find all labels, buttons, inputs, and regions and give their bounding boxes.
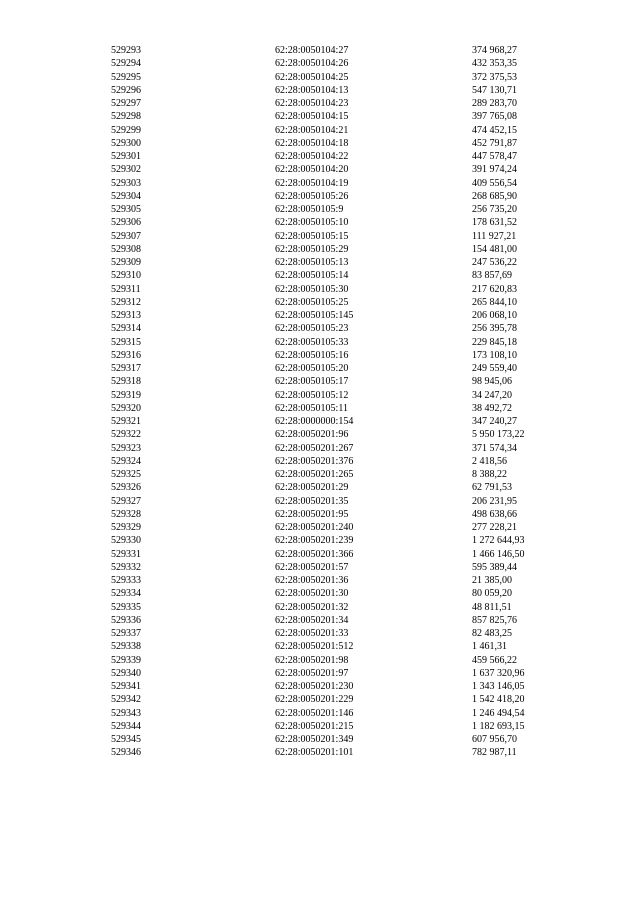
row-number-cell: 529344 (111, 720, 141, 732)
cadastral-value-cell: 607 956,70 (472, 734, 517, 745)
cadastral-number-cell: 62:28:0050105:16 (275, 349, 349, 361)
cadastral-value-cell: 154 481,00 (472, 243, 517, 255)
cadastral-value-cell: 347 240,27 (472, 416, 517, 427)
row-number-cell: 529311 (111, 283, 141, 295)
cadastral-value-cell: 80 059,20 (472, 588, 512, 600)
table-row (111, 389, 571, 402)
row-number-cell: 529326 (111, 482, 141, 494)
cadastral-value-cell: 247 536,22 (472, 257, 517, 268)
table-row (111, 97, 571, 110)
row-number-cell: 529322 (111, 429, 141, 441)
cadastral-number-cell: 62:28:0050201:229 (275, 694, 354, 706)
row-number-cell: 529306 (111, 217, 141, 229)
table-row (111, 640, 571, 653)
table-row (111, 508, 571, 521)
cadastral-number-cell: 62:28:0050201:57 (275, 561, 349, 573)
row-number-cell: 529324 (111, 455, 141, 467)
table-row (111, 269, 571, 282)
cadastral-value-cell: 268 685,90 (472, 190, 517, 202)
cadastral-value-cell: 249 559,40 (472, 363, 517, 374)
table-row (111, 548, 571, 561)
cadastral-value-cell: 206 231,95 (472, 495, 517, 507)
cadastral-value-cell: 289 283,70 (472, 98, 517, 109)
cadastral-value-cell: 1 637 320,96 (472, 667, 525, 679)
cadastral-number-cell: 62:28:0050105:12 (275, 389, 349, 401)
table-row (111, 627, 571, 640)
table-row (111, 243, 571, 256)
cadastral-number-cell: 62:28:0050201:230 (275, 681, 354, 692)
table-row (111, 693, 571, 706)
cadastral-value-cell: 256 735,20 (472, 204, 517, 215)
table-row (111, 587, 571, 600)
row-number-cell: 529327 (111, 495, 141, 507)
cadastral-value-cell: 1 246 494,54 (472, 707, 525, 719)
cadastral-number-cell: 62:28:0050105:25 (275, 296, 349, 308)
row-number-cell: 529325 (111, 469, 141, 480)
row-number-cell: 529343 (111, 707, 141, 719)
cadastral-number-cell: 62:28:0050201:366 (275, 548, 354, 560)
cadastral-number-cell: 62:28:0050104:21 (275, 124, 349, 136)
table-row (111, 71, 571, 84)
cadastral-number-cell: 62:28:0050104:23 (275, 98, 349, 109)
row-number-cell: 529317 (111, 363, 141, 374)
cadastral-value-cell: 595 389,44 (472, 561, 517, 573)
row-number-cell: 529299 (111, 124, 141, 136)
cadastral-number-cell: 62:28:0050201:512 (275, 641, 354, 653)
cadastral-number-cell: 62:28:0050105:9 (275, 204, 344, 215)
cadastral-number-cell: 62:28:0050201:101 (275, 747, 354, 759)
cadastral-number-cell: 62:28:0050201:35 (275, 495, 349, 507)
cadastral-value-cell: 547 130,71 (472, 84, 517, 96)
table-row (111, 534, 571, 547)
cadastral-value-cell: 256 395,78 (472, 323, 517, 335)
cadastral-value-cell: 372 375,53 (472, 71, 517, 83)
cadastral-value-cell: 432 353,35 (472, 58, 517, 70)
cadastral-number-cell: 62:28:0050201:98 (275, 654, 349, 666)
table-row (111, 720, 571, 733)
row-number-cell: 529301 (111, 151, 141, 162)
table-row (111, 442, 571, 455)
cadastral-value-cell: 62 791,53 (472, 482, 512, 494)
row-number-cell: 529319 (111, 389, 141, 401)
row-number-cell: 529307 (111, 230, 141, 242)
row-number-cell: 529333 (111, 575, 141, 586)
row-number-cell: 529320 (111, 402, 141, 414)
table-row (111, 495, 571, 508)
cadastral-value-cell: 374 968,27 (472, 45, 517, 56)
cadastral-number-cell: 62:28:0050104:19 (275, 177, 349, 189)
cadastral-value-cell: 397 765,08 (472, 111, 517, 123)
cadastral-number-cell: 62:28:0050105:33 (275, 336, 349, 348)
cadastral-value-cell: 452 791,87 (472, 137, 517, 149)
row-number-cell: 529313 (111, 310, 141, 321)
row-number-cell: 529339 (111, 654, 141, 666)
row-number-cell: 529297 (111, 98, 141, 109)
cadastral-value-cell: 34 247,20 (472, 389, 512, 401)
row-number-cell: 529305 (111, 204, 141, 215)
cadastral-value-cell: 409 556,54 (472, 177, 517, 189)
cadastral-value-cell: 1 542 418,20 (472, 694, 525, 706)
row-number-cell: 529304 (111, 190, 141, 202)
cadastral-value-cell: 217 620,83 (472, 283, 517, 295)
table-row (111, 428, 571, 441)
cadastral-number-cell: 62:28:0050105:10 (275, 217, 349, 229)
cadastral-number-cell: 62:28:0050201:267 (275, 442, 354, 454)
cadastral-number-cell: 62:28:0050104:13 (275, 84, 349, 96)
table-row (111, 177, 571, 190)
row-number-cell: 529346 (111, 747, 141, 759)
cadastral-number-cell: 62:28:0050105:145 (275, 310, 354, 321)
cadastral-number-cell: 62:28:0050201:215 (275, 720, 354, 732)
row-number-cell: 529340 (111, 667, 141, 679)
cadastral-value-cell: 474 452,15 (472, 124, 517, 136)
row-number-cell: 529323 (111, 442, 141, 454)
table-row (111, 230, 571, 243)
table-row (111, 481, 571, 494)
table-row (111, 746, 571, 759)
cadastral-value-cell: 265 844,10 (472, 296, 517, 308)
cadastral-number-cell: 62:28:0050104:25 (275, 71, 349, 83)
cadastral-value-cell: 38 492,72 (472, 402, 512, 414)
row-number-cell: 529293 (111, 45, 141, 56)
cadastral-value-cell: 48 811,51 (472, 601, 512, 613)
cadastral-number-cell: 62:28:0050105:23 (275, 323, 349, 335)
row-number-cell: 529342 (111, 694, 141, 706)
cadastral-number-cell: 62:28:0050201:376 (275, 455, 354, 467)
cadastral-value-cell: 2 418,56 (472, 455, 507, 467)
cadastral-number-cell: 62:28:0050201:30 (275, 588, 349, 600)
table-row (111, 322, 571, 335)
row-number-cell: 529336 (111, 614, 141, 626)
cadastral-value-cell: 277 228,21 (472, 522, 517, 533)
row-number-cell: 529331 (111, 548, 141, 560)
cadastral-number-cell: 62:28:0050201:96 (275, 429, 349, 441)
table-row (111, 110, 571, 123)
row-number-cell: 529302 (111, 164, 141, 176)
cadastral-value-cell: 1 461,31 (472, 641, 507, 653)
row-number-cell: 529296 (111, 84, 141, 96)
cadastral-number-cell: 62:28:0050201:146 (275, 707, 354, 719)
cadastral-number-cell: 62:28:0050105:13 (275, 257, 349, 268)
cadastral-number-cell: 62:28:0050201:265 (275, 469, 354, 480)
table-row (111, 296, 571, 309)
table-row (111, 203, 571, 216)
cadastral-number-cell: 62:28:0050104:26 (275, 58, 349, 70)
row-number-cell: 529316 (111, 349, 141, 361)
table-row (111, 574, 571, 587)
cadastral-number-cell: 62:28:0050105:11 (275, 402, 348, 414)
table-row (111, 362, 571, 375)
cadastral-value-cell: 21 385,00 (472, 575, 512, 586)
cadastral-number-cell: 62:28:0050105:29 (275, 243, 349, 255)
row-number-cell: 529328 (111, 508, 141, 520)
cadastral-number-cell: 62:28:0050104:18 (275, 137, 349, 149)
row-number-cell: 529321 (111, 416, 141, 427)
cadastral-number-cell: 62:28:0050104:22 (275, 151, 349, 162)
row-number-cell: 529338 (111, 641, 141, 653)
cadastral-number-cell: 62:28:0050201:349 (275, 734, 354, 745)
cadastral-value-cell: 82 483,25 (472, 628, 512, 639)
cadastral-number-cell: 62:28:0050105:20 (275, 363, 349, 374)
table-row (111, 601, 571, 614)
cadastral-value-cell: 206 068,10 (472, 310, 517, 321)
table-row (111, 349, 571, 362)
cadastral-number-cell: 62:28:0050105:17 (275, 376, 349, 388)
table-row (111, 150, 571, 163)
row-number-cell: 529295 (111, 71, 141, 83)
row-number-cell: 529341 (111, 681, 141, 692)
table-row (111, 654, 571, 667)
cadastral-value-cell: 1 272 644,93 (472, 535, 525, 547)
cadastral-number-cell: 62:28:0050105:15 (275, 230, 349, 242)
table-row (111, 402, 571, 415)
cadastral-value-cell: 459 566,22 (472, 654, 517, 666)
cadastral-value-cell: 391 974,24 (472, 164, 517, 176)
cadastral-number-cell: 62:28:0050105:26 (275, 190, 349, 202)
table-row (111, 124, 571, 137)
cadastral-number-cell: 62:28:0050104:15 (275, 111, 349, 123)
cadastral-number-cell: 62:28:0050201:34 (275, 614, 349, 626)
cadastral-number-cell: 62:28:0050201:97 (275, 667, 349, 679)
table-row (111, 256, 571, 269)
row-number-cell: 529303 (111, 177, 141, 189)
row-number-cell: 529318 (111, 376, 141, 388)
row-number-cell: 529335 (111, 601, 141, 613)
table-row (111, 455, 571, 468)
cadastral-number-cell: 62:28:0050201:29 (275, 482, 349, 494)
table-row (111, 667, 571, 680)
table-row (111, 163, 571, 176)
row-number-cell: 529332 (111, 561, 141, 573)
row-number-cell: 529309 (111, 257, 141, 268)
table-row (111, 415, 571, 428)
row-number-cell: 529300 (111, 137, 141, 149)
table-row (111, 44, 571, 57)
cadastral-number-cell: 62:28:0050104:20 (275, 164, 349, 176)
table-row (111, 190, 571, 203)
row-number-cell: 529310 (111, 270, 141, 282)
table-row (111, 309, 571, 322)
cadastral-value-cell: 178 631,52 (472, 217, 517, 229)
table-row (111, 680, 571, 693)
cadastral-value-cell: 1 466 146,50 (472, 548, 525, 560)
cadastral-number-cell: 62:28:0050104:27 (275, 45, 349, 56)
row-number-cell: 529334 (111, 588, 141, 600)
cadastral-value-cell: 173 108,10 (472, 349, 517, 361)
cadastral-value-cell: 782 987,11 (472, 747, 517, 759)
row-number-cell: 529294 (111, 58, 141, 70)
cadastral-number-cell: 62:28:0050105:30 (275, 283, 349, 295)
table-row (111, 57, 571, 70)
row-number-cell: 529312 (111, 296, 141, 308)
cadastral-value-cell: 447 578,47 (472, 151, 517, 162)
cadastral-value-cell: 371 574,34 (472, 442, 517, 454)
cadastral-value-table (111, 44, 571, 760)
table-row (111, 84, 571, 97)
row-number-cell: 529345 (111, 734, 141, 745)
table-row (111, 468, 571, 481)
table-row (111, 614, 571, 627)
cadastral-number-cell: 62:28:0050105:14 (275, 270, 349, 282)
cadastral-number-cell: 62:28:0050201:239 (275, 535, 354, 547)
cadastral-number-cell: 62:28:0050201:33 (275, 628, 349, 639)
row-number-cell: 529308 (111, 243, 141, 255)
cadastral-number-cell: 62:28:0000000:154 (275, 416, 354, 427)
cadastral-number-cell: 62:28:0050201:95 (275, 508, 349, 520)
table-row (111, 137, 571, 150)
cadastral-number-cell: 62:28:0050201:32 (275, 601, 349, 613)
cadastral-value-cell: 229 845,18 (472, 336, 517, 348)
cadastral-value-cell: 498 638,66 (472, 508, 517, 520)
cadastral-value-cell: 857 825,76 (472, 614, 517, 626)
row-number-cell: 529315 (111, 336, 141, 348)
table-row (111, 375, 571, 388)
table-row (111, 707, 571, 720)
table-row (111, 733, 571, 746)
row-number-cell: 529337 (111, 628, 141, 639)
table-row (111, 283, 571, 296)
table-row (111, 521, 571, 534)
table-row (111, 561, 571, 574)
row-number-cell: 529314 (111, 323, 141, 335)
cadastral-value-cell: 111 927,21 (472, 230, 517, 242)
row-number-cell: 529330 (111, 535, 141, 547)
row-number-cell: 529298 (111, 111, 141, 123)
cadastral-value-cell: 1 343 146,05 (472, 681, 525, 692)
cadastral-value-cell: 8 388,22 (472, 469, 507, 480)
cadastral-value-cell: 1 182 693,15 (472, 720, 525, 732)
table-row (111, 216, 571, 229)
table-row (111, 336, 571, 349)
cadastral-number-cell: 62:28:0050201:36 (275, 575, 349, 586)
cadastral-value-cell: 98 945,06 (472, 376, 512, 388)
cadastral-value-cell: 83 857,69 (472, 270, 512, 282)
cadastral-value-cell: 5 950 173,22 (472, 429, 525, 441)
cadastral-number-cell: 62:28:0050201:240 (275, 522, 354, 533)
row-number-cell: 529329 (111, 522, 141, 533)
